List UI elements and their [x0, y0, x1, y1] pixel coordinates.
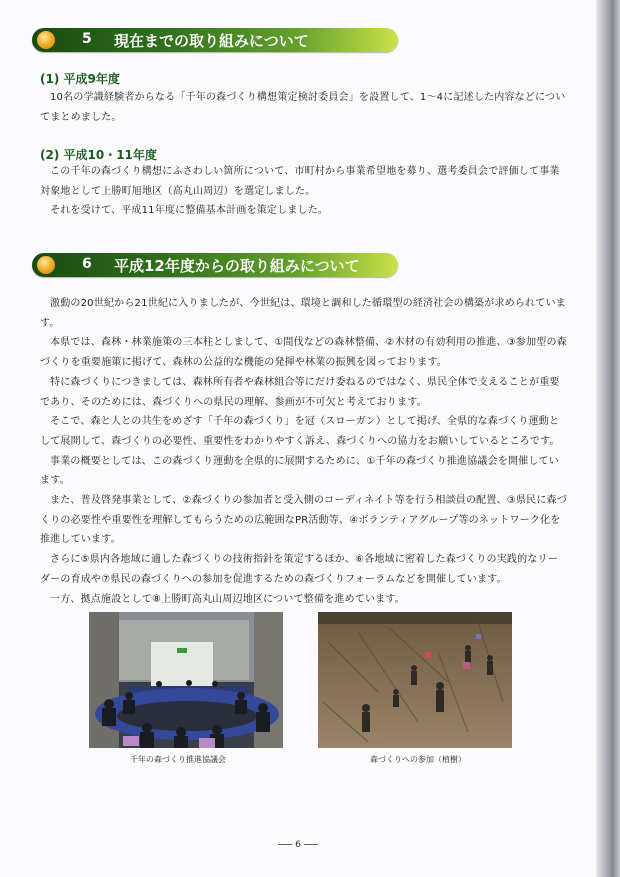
section-6-body	[40, 294, 568, 609]
page-number-rule-left	[278, 844, 292, 845]
section-6-title: 平成12年度からの取り組みについて	[114, 257, 360, 275]
meeting-photo-caption: 千年の森づくり推進協議会	[130, 755, 226, 764]
orange-bullet-icon	[37, 256, 55, 274]
planting-photo-image	[318, 612, 512, 748]
orange-bullet-icon	[37, 31, 55, 49]
meeting-photo-image	[89, 612, 283, 748]
paragraph: それを受けて、平成11年度に整備基本計画を策定しました。	[50, 205, 329, 217]
paragraph: さらに⑤県内各地域に適した森づくりの技術指針を策定するほか、⑥各地域に密着した森づくりの実践的なリーダーの育成や⑦県民の森づくりへの参加を促進するための森づくりフォーラムなどを開催しています。	[40, 554, 558, 585]
meeting-photo	[89, 612, 283, 748]
planting-photo-caption: 森づくりへの参加（植樹）	[370, 755, 466, 764]
page-number	[0, 840, 596, 850]
section-5-number: 5	[82, 31, 92, 47]
paragraph: そこで、森と人との共生をめざす「千年の森づくり」を冠（スローガン）として掲げ、全県的な森づくり運動として展開して、森づくりの必要性、重要性をわかりやすく訴え、森づくりへの協力をお願いしているところです。	[40, 416, 560, 447]
paragraph: 本県では、森林・林業施策の三本柱としまして、①間伐などの森林整備、②木材の有効利用の推進、③参加型の森づくりを重要施策に掲げて、森林の公益的な機能の発揮や林業の振興を図っております。	[40, 337, 567, 369]
section-5-sub2-body	[40, 162, 568, 221]
section-5-sub2-heading: (2) 平成10・11年度	[40, 148, 157, 162]
page-spine-edge	[596, 0, 620, 877]
section-5-title: 現在までの取り組みについて	[114, 32, 309, 50]
section-6-banner	[32, 253, 398, 277]
section-6-number: 6	[82, 256, 92, 272]
section-5-sub1-body	[40, 88, 568, 127]
page-number-value: 6	[295, 840, 301, 850]
paragraph: また、普及啓発事業として、②森づくりの参加者と受入側のコーディネイト等を行う相談員の配置、③県民に森づくりの必要性や重要性を理解してもらうための広範囲なPR活動等、④ボランティアグループ等のネットワーク化を推進しています。	[40, 495, 567, 546]
paragraph: 事業の概要としては、この森づくり運動を全県的に展開するために、①千年の森づくり推進協議会を開催しています。	[40, 455, 559, 487]
paragraph: 10名の学識経験者からなる「千年の森づくり構想策定検討委員会」を設置して、1～4に記述した内容などについてまとめました。	[40, 92, 566, 123]
section-5-sub1-heading: (1) 平成9年度	[40, 72, 120, 86]
page-number-rule-right	[304, 844, 318, 845]
paragraph: 特に森づくりにつきましては、森林所有者や森林組合等にだけ委ねるのではなく、県民全体で支えることが重要であり、そのためには、森づくりへの県民の理解、参画が不可欠と考えております。	[40, 376, 560, 408]
planting-photo	[318, 612, 512, 748]
paragraph: 一方、拠点施設として⑧上勝町高丸山周辺地区について整備を進めています。	[50, 593, 405, 605]
paragraph: 激動の20世紀から21世紀に入りましたが、今世紀は、環境と調和した循環型の経済社会の構築が求められています。	[40, 298, 566, 329]
section-5-banner	[32, 28, 398, 52]
paragraph: この千年の森づくり構想にふさわしい箇所について、市町村から事業希望地を募り、選考委員会で評価して事業対象地として上勝町旭地区（高丸山周辺）を選定しました。	[40, 166, 560, 197]
